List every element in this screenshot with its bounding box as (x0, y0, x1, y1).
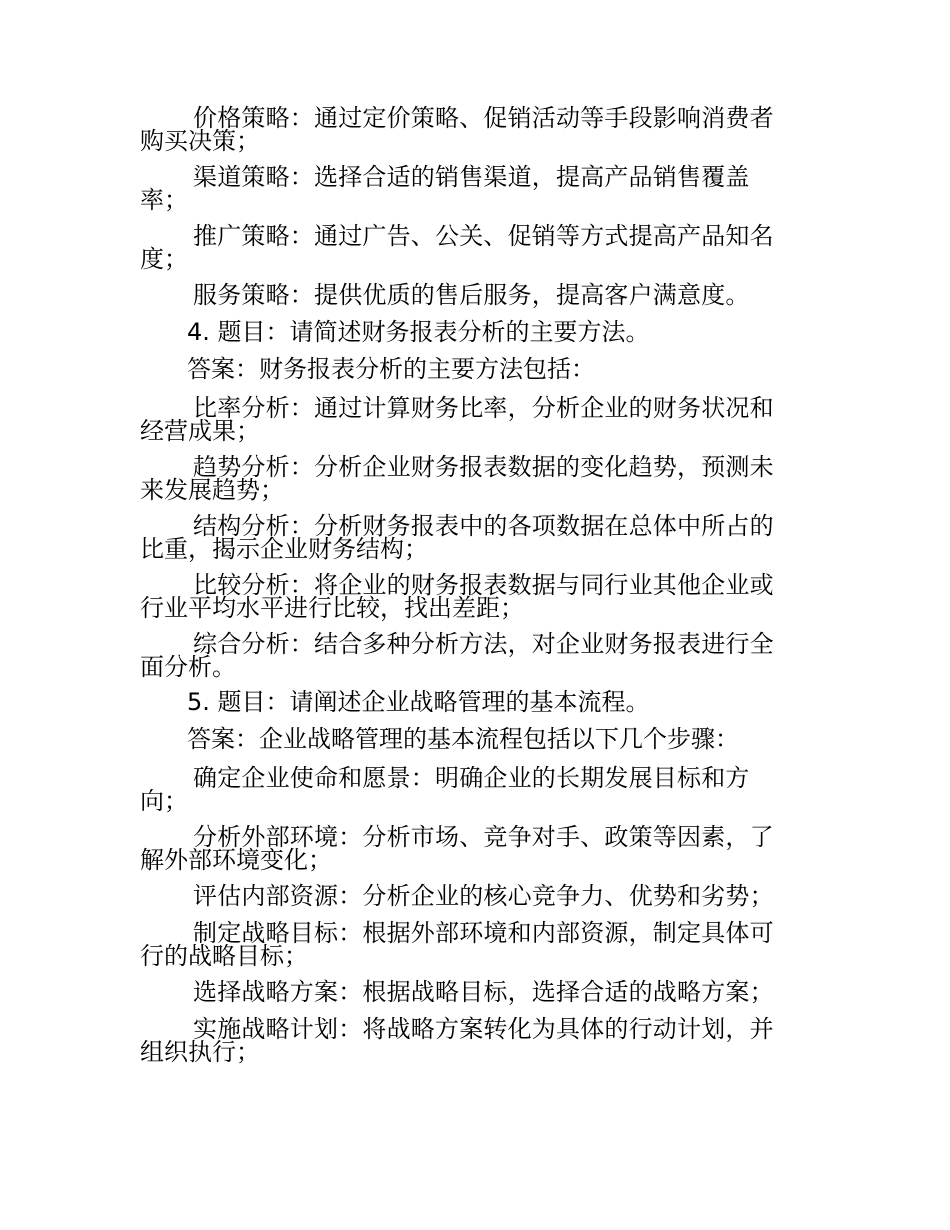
paragraph-line: 推广策略：通过广告、公关、促销等方式提高产品知名 (193, 222, 774, 250)
paragraph-line: 比重，揭示企业财务结构； (140, 535, 428, 563)
paragraph-line: 比率分析：通过计算财务比率，分析企业的财务状况和 (193, 394, 774, 422)
paragraph-internal-resources (140, 882, 774, 911)
question-4-title (140, 318, 650, 347)
paragraph-mission-vision (140, 764, 750, 816)
paragraph-line: 分析外部环境：分析市场、竞争对手、政策等因素，了 (193, 823, 774, 851)
paragraph-line: 行业平均水平进行比较，找出差距； (140, 594, 524, 622)
paragraph-line: 来发展趋势； (140, 476, 284, 504)
paragraph-line: 结构分析：分析财务报表中的各项数据在总体中所占的 (193, 512, 774, 540)
paragraph-line: 制定战略目标：根据外部环境和内部资源，制定具体可 (193, 919, 774, 947)
paragraph-line: 渠道策略：选择合适的销售渠道，提高产品销售覆盖 (193, 163, 750, 191)
paragraph-line: 趋势分析：分析企业财务报表数据的变化趋势，预测未 (193, 453, 774, 481)
paragraph-line: 面分析。 (140, 653, 236, 681)
paragraph-line: 购买决策； (140, 127, 260, 155)
paragraph-line: 答案：财务报表分析的主要方法包括： (187, 355, 595, 383)
paragraph-line: 组织执行； (140, 1038, 260, 1066)
paragraph-strategy-implementation (140, 1015, 774, 1067)
paragraph-line: 行的战略目标； (140, 942, 308, 970)
paragraph-comprehensive-analysis (140, 630, 774, 682)
paragraph-line: 向； (140, 787, 188, 815)
paragraph-channel-strategy (140, 163, 750, 215)
paragraph-line: 服务策略：提供优质的售后服务，提高客户满意度。 (193, 281, 750, 309)
paragraph-line: 综合分析：结合多种分析方法，对企业财务报表进行全 (193, 630, 774, 658)
paragraph-line: 度； (140, 245, 188, 273)
paragraph-service-strategy (140, 281, 750, 310)
paragraph-line: 选择战略方案：根据战略目标，选择合适的战略方案； (193, 978, 774, 1006)
paragraph-ratio-analysis (140, 394, 774, 446)
paragraph-line: 评估内部资源：分析企业的核心竞争力、优势和劣势； (193, 882, 774, 910)
paragraph-strategic-goals (140, 919, 774, 971)
paragraph-structure-analysis (140, 512, 774, 564)
paragraph-promotion-strategy (140, 222, 774, 274)
paragraph-line: 经营成果； (140, 417, 260, 445)
question-5-title (140, 688, 650, 717)
paragraph-line: 比较分析：将企业的财务报表数据与同行业其他企业或 (193, 571, 774, 599)
paragraph-line: 实施战略计划：将战略方案转化为具体的行动计划，并 (193, 1015, 774, 1043)
paragraph-line: 确定企业使命和愿景：明确企业的长期发展目标和方 (193, 764, 750, 792)
paragraph-line: 解外部环境变化； (140, 846, 332, 874)
paragraph-price-strategy (140, 104, 774, 156)
question-4-answer-intro (140, 355, 595, 384)
paragraph-strategy-selection (140, 978, 774, 1007)
paragraph-line: 4. 题目：请简述财务报表分析的主要方法。 (187, 318, 650, 346)
paragraph-line: 价格策略：通过定价策略、促销活动等手段影响消费者 (193, 104, 774, 132)
paragraph-comparison-analysis (140, 571, 774, 623)
paragraph-trend-analysis (140, 453, 774, 505)
paragraph-external-environment (140, 823, 774, 875)
paragraph-line: 率； (140, 186, 188, 214)
paragraph-line: 答案：企业战略管理的基本流程包括以下几个步骤： (187, 725, 739, 753)
paragraph-line: 5. 题目：请阐述企业战略管理的基本流程。 (187, 688, 650, 716)
question-5-answer-intro (140, 725, 739, 754)
